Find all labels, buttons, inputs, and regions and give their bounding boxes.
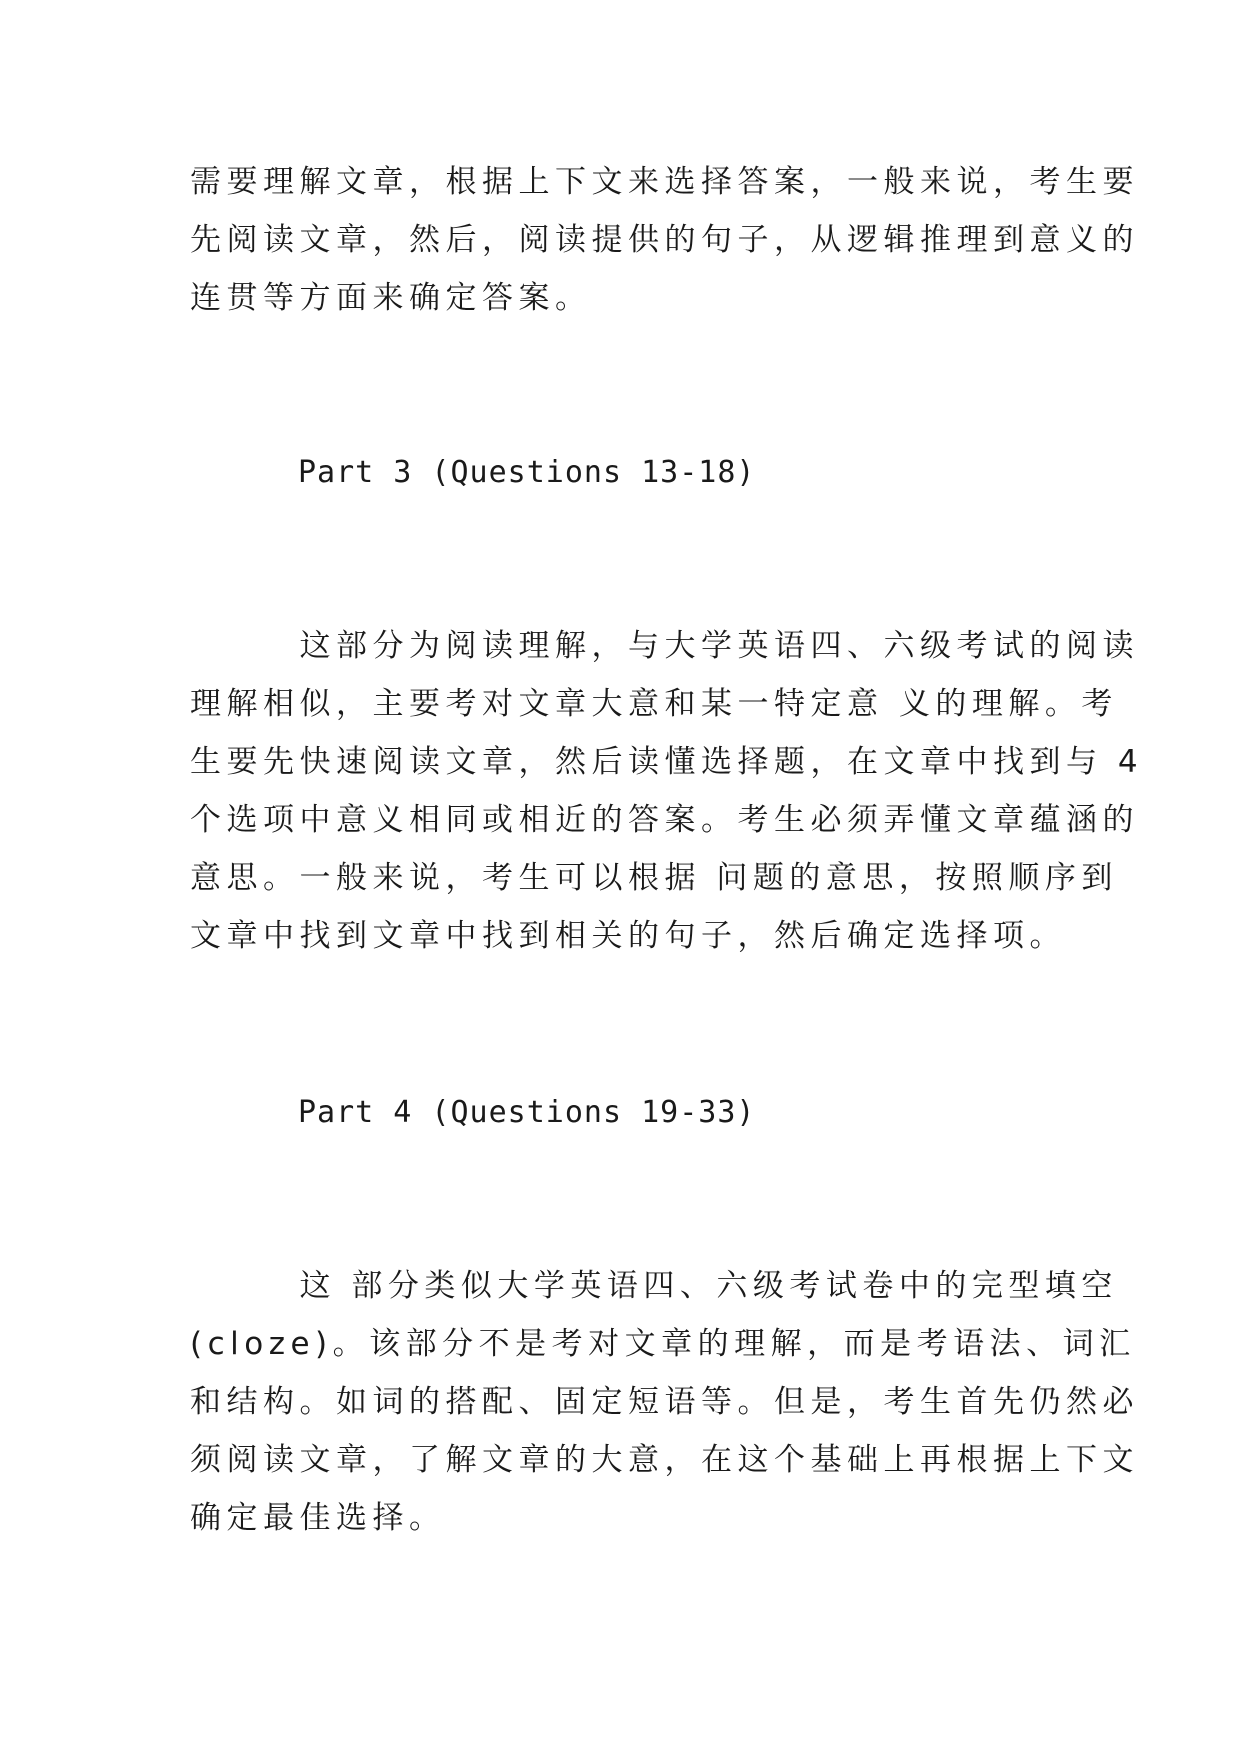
- text-line: 和结构。如词的搭配、固定短语等。但是，考生首先仍然必: [190, 1384, 1139, 1420]
- text-line: 意思。一般来说，考生可以根据 问题的意思，按照顺序到: [190, 860, 1118, 896]
- part4-paragraph: [190, 1257, 1139, 1547]
- part3-paragraph: [190, 617, 1144, 965]
- text-line: 这部分为阅读理解，与大学英语四、六级考试的阅读: [190, 628, 1139, 664]
- text-line: 个选项中意义相同或相近的答案。考生必须弄懂文章蕴涵的: [190, 802, 1139, 838]
- text-line: 生要先快速阅读文章，然后读懂选择题，在文章中找到与 4: [190, 744, 1144, 780]
- part3-heading: Part 3 (Questions 13-18): [298, 455, 756, 490]
- text-line: 文章中找到文章中找到相关的句子，然后确定选择项。: [190, 918, 1066, 954]
- text-line: 先阅读文章，然后，阅读提供的句子，从逻辑推理到意义的: [190, 222, 1139, 258]
- text-line: 确定最佳选择。: [190, 1500, 446, 1536]
- text-line: 连贯等方面来确定答案。: [190, 280, 592, 316]
- text-line: 须阅读文章，了解文章的大意，在这个基础上再根据上下文: [190, 1442, 1139, 1478]
- text-line: 这 部分类似大学英语四、六级考试卷中的完型填空: [190, 1268, 1118, 1304]
- intro-paragraph: [190, 153, 1139, 327]
- part4-heading: Part 4 (Questions 19-33): [298, 1095, 756, 1130]
- text-line: 理解相似，主要考对文章大意和某一特定意 义的理解。考: [190, 686, 1118, 722]
- text-line: 需要理解文章，根据上下文来选择答案，一般来说，考生要: [190, 164, 1139, 200]
- text-line: (cloze)。该部分不是考对文章的理解，而是考语法、词汇: [190, 1326, 1136, 1362]
